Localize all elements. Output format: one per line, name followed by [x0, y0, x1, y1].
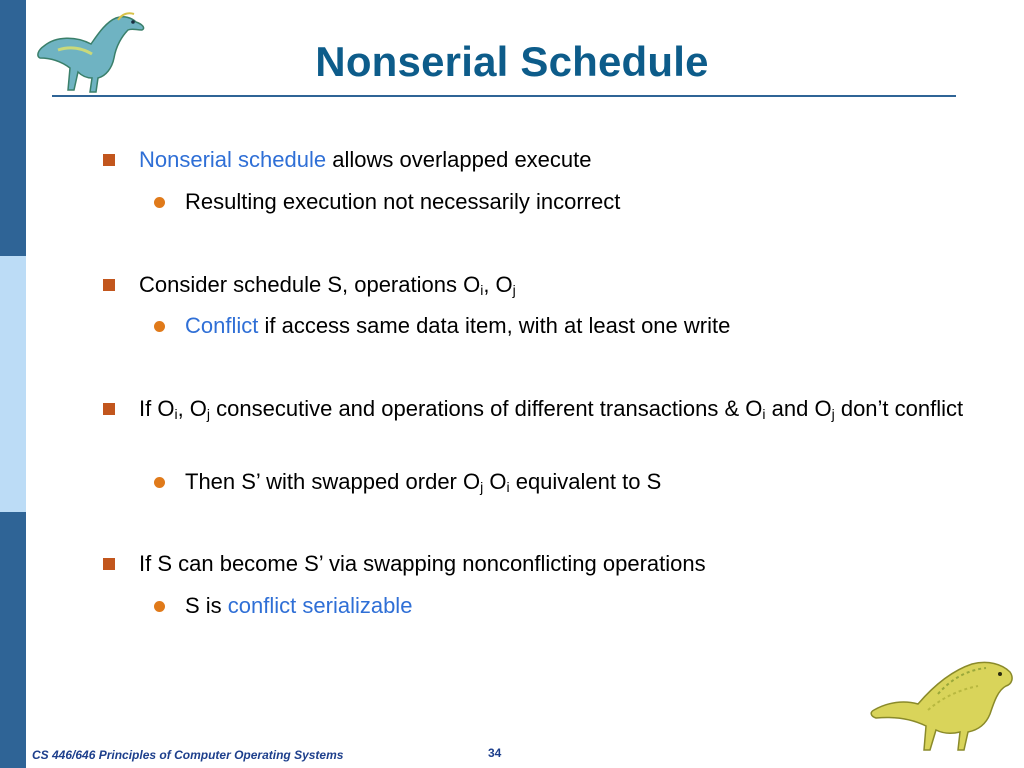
text-run: O [483, 469, 507, 494]
footer-course-title: CS 446/646 Principles of Computer Operating Systems [32, 748, 344, 762]
subscript: j [480, 479, 484, 495]
text-run: if access same data item, with at least one write [258, 313, 731, 338]
subscript: i [480, 282, 484, 298]
subscript: j [206, 406, 211, 422]
subscript: i [506, 479, 510, 495]
square-bullet-icon [103, 154, 115, 166]
text-run: S is [185, 593, 228, 618]
text-run: , O [483, 272, 513, 297]
round-bullet-icon [154, 197, 165, 208]
text-run: , O [177, 396, 207, 421]
round-bullet-icon [154, 601, 165, 612]
dinosaur-icon [868, 654, 1018, 754]
subscript: j [512, 282, 516, 298]
text-run: consecutive and operations of different transactions & O [210, 396, 763, 421]
sub-bullet-item [185, 467, 965, 497]
square-bullet-icon [103, 279, 115, 291]
round-bullet-icon [154, 321, 165, 332]
bullet-item [139, 394, 969, 424]
subscript: j [831, 406, 835, 422]
bullet-item [139, 270, 969, 300]
text-run: If O [139, 396, 175, 421]
subscript: i [174, 406, 178, 422]
highlighted-term: Conflict [185, 313, 259, 338]
text-run: don’t conflict [834, 396, 964, 421]
sub-bullet-item [185, 591, 965, 621]
text-run: Then S’ with swapped order O [185, 469, 481, 494]
text-run: If S can become S’ via swapping nonconflicting operations [139, 551, 706, 576]
square-bullet-icon [103, 403, 115, 415]
text-run: allows overlapped execute [326, 147, 592, 172]
round-bullet-icon [154, 477, 165, 488]
text-run: Resulting execution not necessarily incorrect [185, 189, 621, 214]
text-run: and O [765, 396, 832, 421]
bullet-item [139, 549, 969, 579]
subscript: i [762, 406, 766, 422]
square-bullet-icon [103, 558, 115, 570]
text-run: equivalent to S [509, 469, 662, 494]
highlighted-term: Nonserial schedule [139, 147, 327, 172]
slide-title: Nonserial Schedule [315, 38, 709, 85]
text-run: Consider schedule S, operations O [139, 272, 481, 297]
highlighted-term: conflict serializable [227, 593, 413, 618]
sub-bullet-item [185, 187, 965, 217]
bullet-item [139, 145, 969, 175]
sub-bullet-item [185, 311, 965, 341]
page-number: 34 [488, 746, 502, 760]
